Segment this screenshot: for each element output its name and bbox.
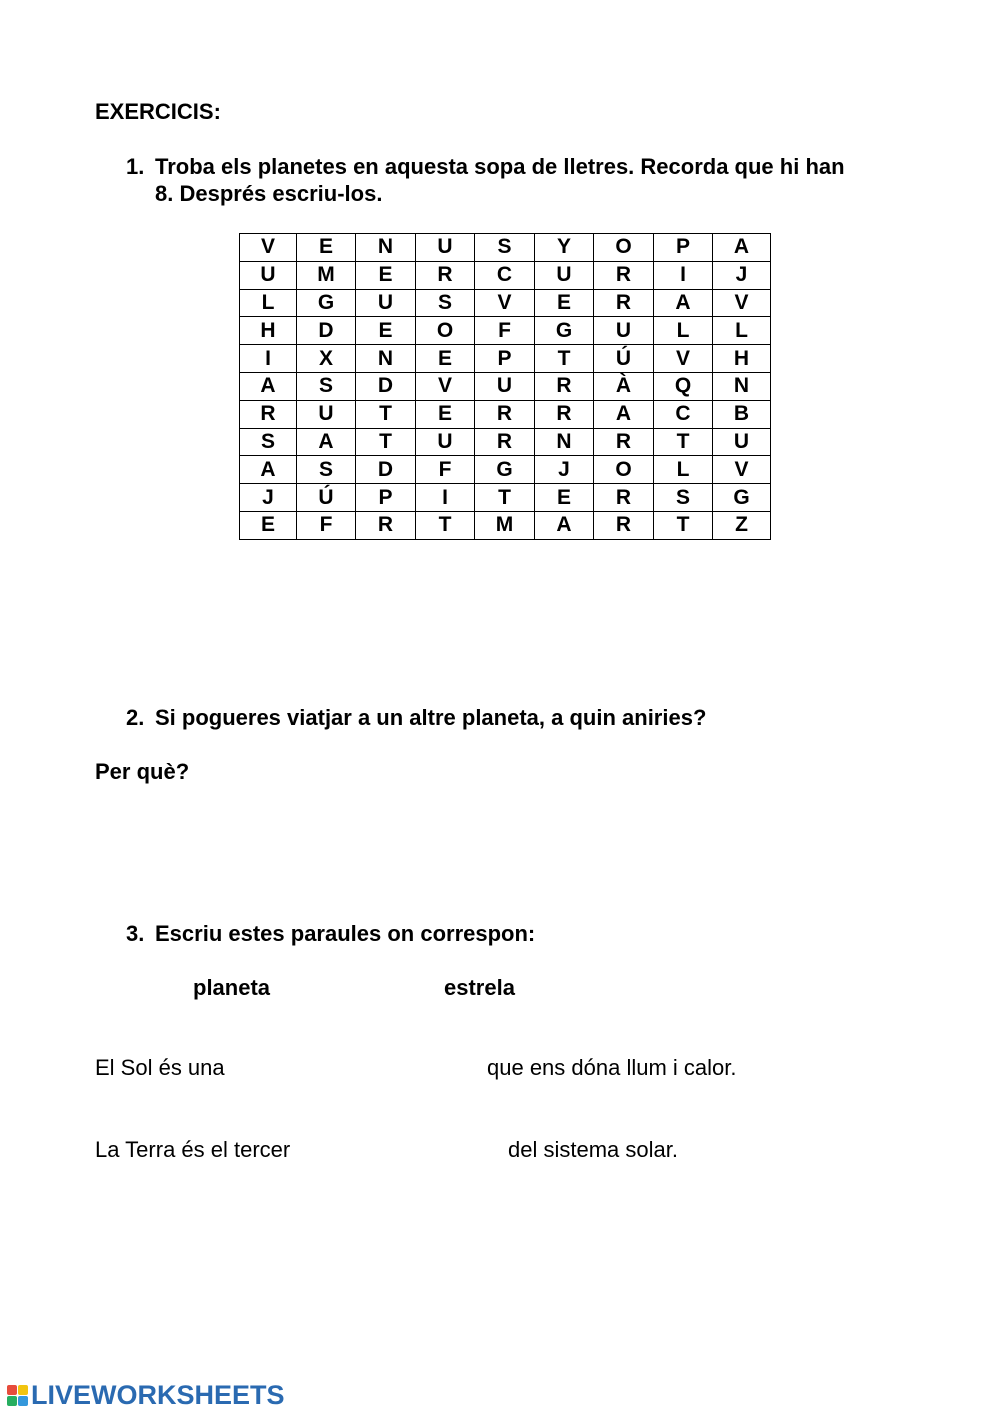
grid-cell: R (475, 428, 535, 456)
grid-row (240, 345, 771, 373)
grid-cell: L (713, 317, 771, 345)
grid-cell: V (240, 234, 297, 262)
grid-cell: T (654, 428, 713, 456)
grid-cell: V (416, 372, 475, 400)
grid-row (240, 511, 771, 539)
grid-cell: R (240, 400, 297, 428)
grid-cell: U (416, 428, 475, 456)
grid-cell: L (654, 317, 713, 345)
grid-cell: U (594, 317, 654, 345)
grid-row (240, 428, 771, 456)
sentence-1-start: El Sol és una (95, 1055, 225, 1080)
grid-cell: E (535, 484, 594, 512)
grid-cell: Ú (297, 484, 356, 512)
grid-cell: O (594, 234, 654, 262)
question-2-text: Si pogueres viatjar a un altre planeta, a quin aniries? (155, 705, 707, 730)
question-3-text: Escriu estes paraules on correspon: (155, 921, 536, 946)
grid-cell: J (240, 484, 297, 512)
grid-cell: F (475, 317, 535, 345)
grid-cell: Q (654, 372, 713, 400)
sentence-2-end: del sistema solar. (508, 1137, 678, 1162)
grid-cell: T (654, 511, 713, 539)
grid-cell: A (654, 289, 713, 317)
logo-square (18, 1385, 28, 1395)
grid-cell: M (475, 511, 535, 539)
grid-cell: O (594, 456, 654, 484)
grid-cell: U (416, 234, 475, 262)
word-search-grid (239, 233, 771, 540)
grid-cell: E (535, 289, 594, 317)
grid-cell: T (356, 400, 416, 428)
grid-cell: S (240, 428, 297, 456)
grid-cell: R (594, 484, 654, 512)
grid-cell: P (654, 234, 713, 262)
grid-cell: D (356, 372, 416, 400)
grid-cell: J (535, 456, 594, 484)
grid-cell: H (240, 317, 297, 345)
grid-cell: G (475, 456, 535, 484)
liveworksheets-footer (7, 1380, 285, 1410)
grid-cell: Y (535, 234, 594, 262)
grid-cell: T (535, 345, 594, 373)
grid-cell: N (713, 372, 771, 400)
grid-cell: J (713, 261, 771, 289)
grid-cell: O (416, 317, 475, 345)
grid-row (240, 317, 771, 345)
grid-cell: C (654, 400, 713, 428)
grid-cell: C (475, 261, 535, 289)
grid-cell: R (535, 372, 594, 400)
grid-cell: F (297, 511, 356, 539)
grid-cell: S (475, 234, 535, 262)
grid-cell: U (356, 289, 416, 317)
grid-cell: E (356, 317, 416, 345)
grid-row (240, 372, 771, 400)
question-2-followup: Per què? (95, 759, 190, 784)
grid-cell: R (594, 511, 654, 539)
grid-cell: E (416, 400, 475, 428)
grid-cell: T (475, 484, 535, 512)
grid-cell: M (297, 261, 356, 289)
grid-row (240, 400, 771, 428)
question-3-number: 3. (126, 921, 145, 946)
grid-cell: N (535, 428, 594, 456)
grid-cell: X (297, 345, 356, 373)
question-1-text-line-2: 8. Després escriu-los. (155, 181, 383, 206)
grid-row (240, 484, 771, 512)
grid-cell: I (240, 345, 297, 373)
page-title: EXERCICIS: (95, 99, 221, 124)
grid-cell: F (416, 456, 475, 484)
grid-cell: R (594, 289, 654, 317)
grid-cell: Z (713, 511, 771, 539)
grid-cell: U (535, 261, 594, 289)
grid-cell: P (356, 484, 416, 512)
grid-cell: R (594, 261, 654, 289)
grid-cell: R (416, 261, 475, 289)
grid-cell: U (240, 261, 297, 289)
grid-cell: S (297, 372, 356, 400)
grid-row (240, 456, 771, 484)
grid-cell: V (475, 289, 535, 317)
grid-cell: P (475, 345, 535, 373)
grid-cell: E (240, 511, 297, 539)
question-1-text-line-1: Troba els planetes en aquesta sopa de lletres. Recorda que hi han (155, 154, 845, 179)
grid-cell: I (654, 261, 713, 289)
grid-cell: R (356, 511, 416, 539)
grid-cell: V (713, 289, 771, 317)
grid-cell: A (297, 428, 356, 456)
grid-cell: A (594, 400, 654, 428)
grid-cell: N (356, 345, 416, 373)
grid-cell: S (654, 484, 713, 512)
grid-cell: G (535, 317, 594, 345)
grid-cell: U (713, 428, 771, 456)
grid-cell: G (297, 289, 356, 317)
grid-cell: T (356, 428, 416, 456)
question-2-number: 2. (126, 705, 145, 730)
word-option-planeta: planeta (193, 975, 271, 1000)
grid-cell: A (535, 511, 594, 539)
grid-cell: N (356, 234, 416, 262)
grid-row (240, 261, 771, 289)
grid-cell: A (240, 456, 297, 484)
grid-cell: S (416, 289, 475, 317)
grid-cell: U (475, 372, 535, 400)
grid-cell: À (594, 372, 654, 400)
grid-cell: A (240, 372, 297, 400)
sentence-1-end: que ens dóna llum i calor. (487, 1055, 737, 1080)
liveworksheets-logo-icon (7, 1385, 28, 1406)
grid-cell: R (475, 400, 535, 428)
grid-cell: R (594, 428, 654, 456)
logo-square (7, 1385, 17, 1395)
grid-cell: B (713, 400, 771, 428)
grid-cell: T (416, 511, 475, 539)
logo-square (18, 1396, 28, 1406)
grid-cell: A (713, 234, 771, 262)
grid-row (240, 234, 771, 262)
grid-cell: Ú (594, 345, 654, 373)
sentence-2-start: La Terra és el tercer (95, 1137, 291, 1162)
grid-cell: V (713, 456, 771, 484)
grid-cell: L (240, 289, 297, 317)
grid-cell: G (713, 484, 771, 512)
grid-cell: U (297, 400, 356, 428)
word-option-estrela: estrela (444, 975, 515, 1000)
grid-cell: E (297, 234, 356, 262)
grid-cell: S (297, 456, 356, 484)
grid-cell: R (535, 400, 594, 428)
grid-cell: I (416, 484, 475, 512)
question-1-number: 1. (126, 154, 145, 179)
grid-cell: L (654, 456, 713, 484)
grid-row (240, 289, 771, 317)
grid-cell: H (713, 345, 771, 373)
grid-cell: D (297, 317, 356, 345)
logo-square (7, 1396, 17, 1406)
grid-cell: E (356, 261, 416, 289)
grid-cell: E (416, 345, 475, 373)
grid-cell: V (654, 345, 713, 373)
liveworksheets-brand: LIVEWORKSHEETS (31, 1380, 285, 1410)
grid-cell: D (356, 456, 416, 484)
